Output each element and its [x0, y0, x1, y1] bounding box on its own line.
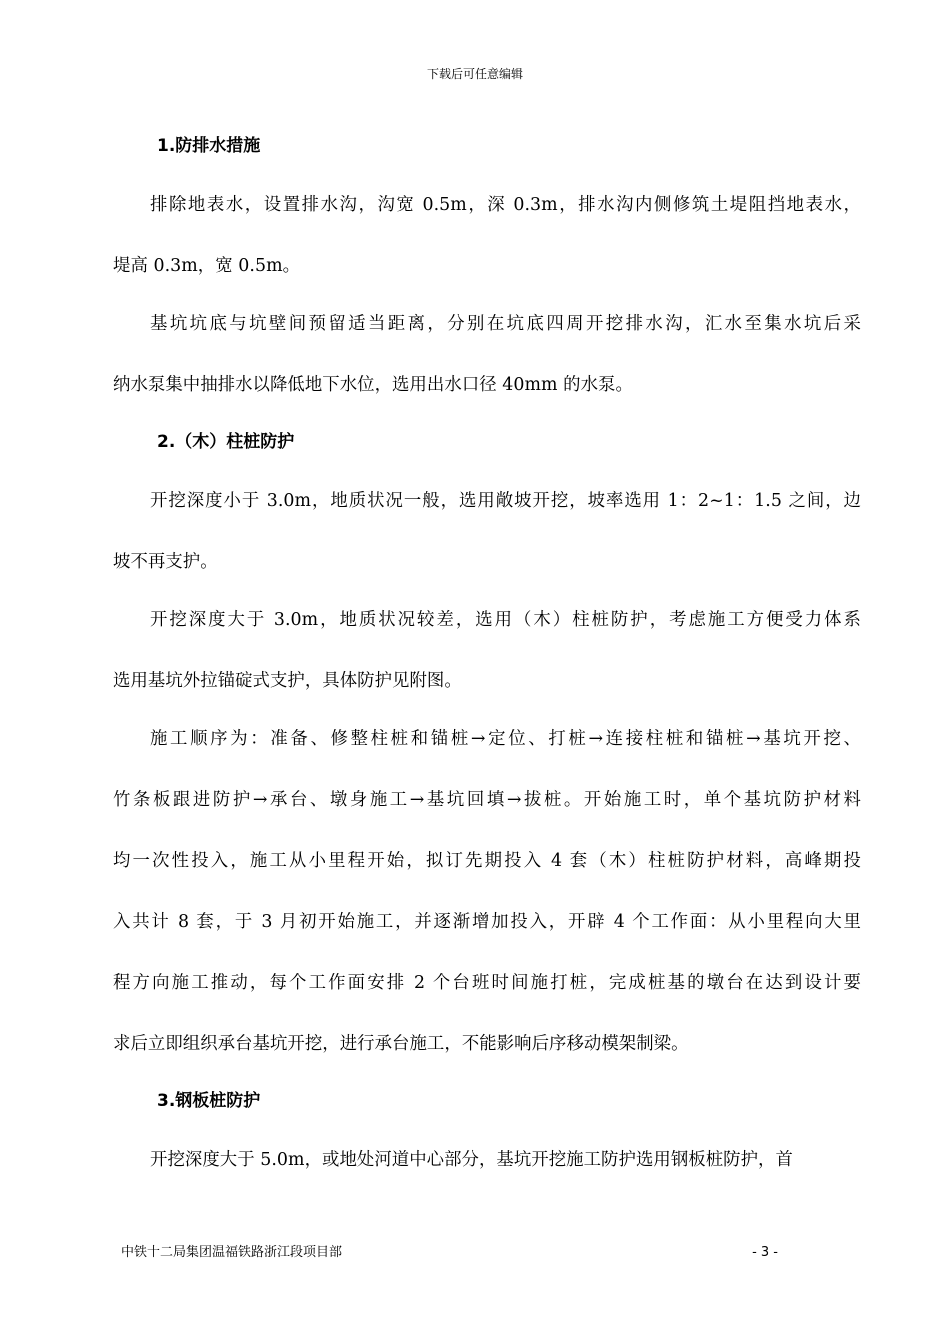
text-line: 开挖深度小于 3.0m，地质状况一般，选用敞坡开挖，坡率选用 1：2~1：1.5 之间，边 — [150, 491, 861, 511]
paragraph — [113, 190, 861, 282]
paragraph — [113, 724, 861, 1060]
paragraph — [113, 486, 861, 578]
paragraph — [113, 1145, 861, 1176]
text-line: 纳水泵集中抽排水以降低地下水位，选用出水口径 40mm 的水泵。 — [113, 375, 633, 395]
text-line: 施工顺序为：准备、修整柱桩和锚桩→定位、打桩→连接柱桩和锚桩→基坑开挖、 — [150, 729, 861, 749]
text-line: 选用基坑外拉锚碇式支护，具体防护见附图。 — [113, 671, 462, 691]
text-line: 基坑坑底与坑壁间预留适当距离，分别在坑底四周开挖排水沟，汇水至集水坑后采 — [150, 314, 861, 334]
section-heading: 2.（木）柱桩防护 — [157, 432, 295, 452]
page-header: 下载后可任意编辑 — [426, 67, 523, 81]
text-line: 程方向施工推动，每个工作面安排 2 个台班时间施打桩，完成桩基的墩台在达到设计要 — [113, 973, 861, 993]
paragraph — [113, 309, 861, 401]
footer-page-number: - 3 - — [752, 1245, 778, 1260]
text-line: 均一次性投入，施工从小里程开始，拟订先期投入 4 套（木）柱桩防护材料，高峰期投 — [113, 851, 861, 871]
section-heading: 1.防排水措施 — [157, 136, 261, 156]
footer-organization: 中铁十二局集团温福铁路浙江段项目部 — [121, 1245, 343, 1260]
document-body — [113, 132, 861, 1203]
text-line: 开挖深度大于 5.0m，或地处河道中心部分，基坑开挖施工防护选用钢板桩防护，首 — [150, 1150, 793, 1170]
text-line: 竹条板跟进防护→承台、墩身施工→基坑回填→拔桩。开始施工时，单个基坑防护材料 — [113, 790, 861, 810]
text-line: 求后立即组织承台基坑开挖，进行承台施工，不能影响后序移动模架制梁。 — [113, 1034, 689, 1054]
text-line: 堤高 0.3m，宽 0.5m。 — [113, 256, 301, 276]
text-line: 排除地表水，设置排水沟，沟宽 0.5m，深 0.3m，排水沟内侧修筑土堤阻挡地表水， — [150, 195, 861, 215]
paragraph — [113, 605, 861, 697]
text-line: 坡不再支护。 — [113, 552, 218, 572]
page-footer — [121, 1244, 778, 1262]
text-line: 开挖深度大于 3.0m，地质状况较差，选用（木）柱桩防护，考虑施工方便受力体系 — [150, 610, 861, 630]
section-heading: 3.钢板桩防护 — [157, 1091, 261, 1111]
text-line: 入共计 8 套，于 3 月初开始施工，并逐渐增加投入，开辟 4 个工作面：从小里程向大里 — [113, 912, 861, 932]
